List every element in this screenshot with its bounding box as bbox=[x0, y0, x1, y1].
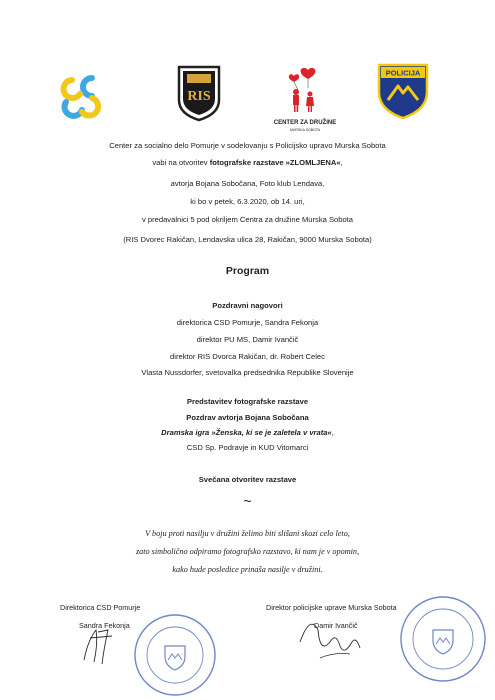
policija-logo bbox=[376, 62, 430, 120]
author-greeting-item: Pozdrav avtorja Bojana Sobočana bbox=[186, 413, 309, 422]
greeting-item: direktor PU MS, Damir Ivančič bbox=[196, 335, 299, 344]
ris-dvorec-rakican-logo bbox=[176, 64, 222, 122]
center-za-druzine-logo bbox=[268, 64, 342, 132]
play-performers: CSD Sp. Podravje in KUD Vitomarci bbox=[186, 443, 309, 452]
ris-logo-text: RIS bbox=[187, 89, 211, 104]
invitation-venue: v predavalnici 5 pod okriljem Centra za družine Murska Sobota bbox=[141, 215, 354, 224]
invitation-line-3: avtorja Bojana Sobočana, Foto klub Lendava, bbox=[170, 179, 325, 188]
exhibition-title: fotografske razstave »ZLOMLJENA« bbox=[209, 158, 341, 167]
policija-logo-text: POLICIJA bbox=[385, 68, 421, 78]
right-signatory-title: Direktor policijske uprave Murska Sobota bbox=[266, 603, 397, 612]
quote-line: kako hude posledice prinaša nasilje v družini. bbox=[172, 565, 323, 574]
quote-line: zato simbolično odpiramo fotografsko razstavo, ki nam je v opomin, bbox=[135, 547, 360, 556]
invitation-line-2 bbox=[0, 159, 495, 167]
greeting-item: direktor RIS Dvorca Rakičan, dr. Robert Celec bbox=[170, 352, 325, 361]
logo-bar bbox=[0, 58, 495, 132]
left-handwritten-signature bbox=[78, 620, 138, 670]
left-official-stamp bbox=[132, 612, 218, 698]
center-logo-caption: CENTER ZA DRUŽINE bbox=[273, 120, 337, 126]
right-signatory-name: Damir Ivančič bbox=[314, 621, 358, 630]
invitation-line-1: Center za socialno delo Pomurje v sodelovanju s Policijsko upravo Murska Sobota bbox=[109, 141, 386, 150]
play-item bbox=[0, 429, 495, 437]
invitation-date: ki bo v petek, 6.3.2020, ob 14. uri, bbox=[190, 197, 305, 206]
right-official-stamp bbox=[398, 594, 488, 684]
greetings-title: Pozdravni nagovori bbox=[212, 301, 283, 310]
presentation-item: Predstavitev fotografske razstave bbox=[186, 397, 309, 406]
greeting-item: Vlasta Nussdorfer, svetovalka predsednika Republike Slovenije bbox=[141, 368, 354, 377]
opening-item: Svečana otvoritev razstave bbox=[198, 475, 297, 484]
invitation-line-2-prefix: vabi na otvoritev bbox=[152, 158, 210, 167]
invitation-line-2-suffix: , bbox=[340, 158, 343, 167]
right-handwritten-signature bbox=[290, 612, 380, 672]
play-title: Dramska igra »Ženska, ki se je zaletela v vrata« bbox=[161, 428, 332, 437]
play-title-suffix: , bbox=[331, 428, 334, 437]
csd-pomurje-logo bbox=[52, 66, 108, 120]
left-signatory-name: Sandra Fekonja bbox=[79, 621, 130, 630]
tilde-divider: ~ bbox=[243, 493, 252, 509]
invitation-address: (RIS Dvorec Rakičan, Lendavska ulica 28, Rakičan, 9000 Murska Sobota) bbox=[123, 235, 372, 244]
left-signatory-title: Direktorica CSD Pomurje bbox=[60, 603, 141, 612]
center-logo-subcaption: MURSKA SOBOTA bbox=[289, 128, 321, 132]
quote-line: V boju proti nasilju v družini želimo biti slišani skozi celo leto, bbox=[145, 529, 350, 538]
greeting-item: direktorica CSD Pomurje, Sandra Fekonja bbox=[176, 318, 319, 327]
family-hearts-icon bbox=[268, 64, 342, 114]
program-heading: Program bbox=[225, 265, 270, 277]
